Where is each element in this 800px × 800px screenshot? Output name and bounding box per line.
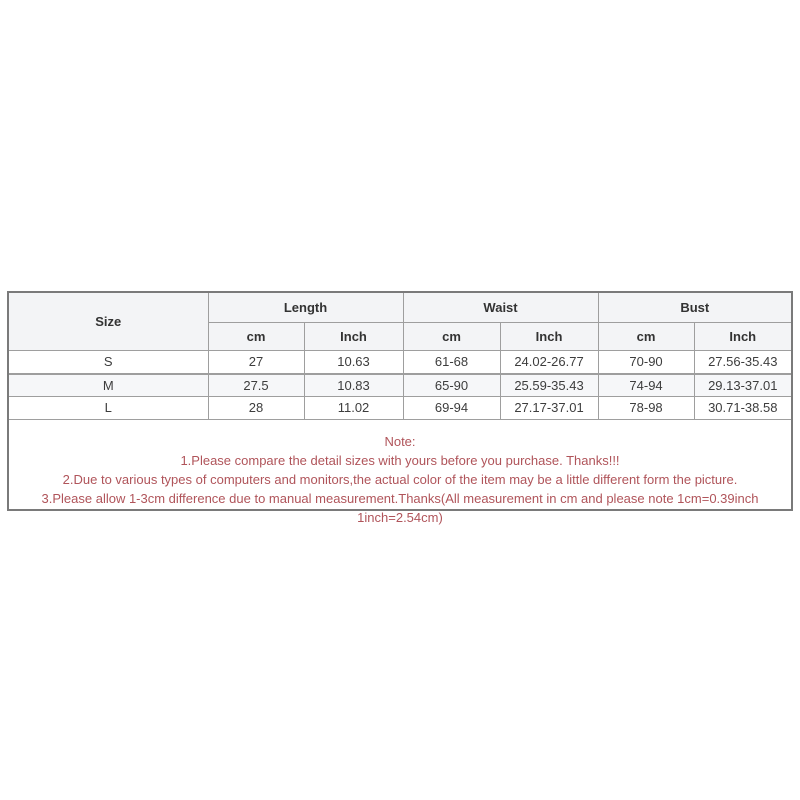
waist-inch-value: 27.17-37.01 <box>500 396 598 419</box>
waist-cm-value: 69-94 <box>403 396 500 419</box>
header-bust: Bust <box>598 293 791 322</box>
bust-inch-value: 29.13-37.01 <box>694 374 791 396</box>
note-line-3: 3.Please allow 1-3cm difference due to manual measurement.Thanks(All measurement in cm and please note 1cm=0.39inch 1inch=2.54cm) <box>41 490 759 525</box>
waist-inch-value: 24.02-26.77 <box>500 350 598 374</box>
size-label: L <box>9 396 208 419</box>
waist-cm-value: 65-90 <box>403 374 500 396</box>
length-cm-value: 28 <box>208 396 304 419</box>
table-row-l <box>9 396 791 419</box>
header-bust-cm: cm <box>598 322 694 350</box>
header-bust-inch: Inch <box>694 322 791 350</box>
size-label: M <box>9 374 208 396</box>
size-chart-sheet <box>7 291 793 525</box>
table-row-m <box>9 374 791 396</box>
note-section <box>9 420 791 525</box>
bust-inch-value: 27.56-35.43 <box>694 350 791 374</box>
size-table <box>9 293 791 420</box>
bust-cm-value: 70-90 <box>598 350 694 374</box>
note-line-1: 1.Please compare the detail sizes with yours before you purchase. Thanks!!! <box>180 452 620 468</box>
waist-cm-value: 61-68 <box>403 350 500 374</box>
header-waist-inch: Inch <box>500 322 598 350</box>
note-title: Note: <box>384 433 416 449</box>
size-label: S <box>9 350 208 374</box>
header-waist-cm: cm <box>403 322 500 350</box>
bust-inch-value: 30.71-38.58 <box>694 396 791 419</box>
length-inch-value: 11.02 <box>304 396 403 419</box>
header-size: Size <box>9 293 208 350</box>
table-row-s <box>9 350 791 374</box>
length-cm-value: 27 <box>208 350 304 374</box>
header-length-cm: cm <box>208 322 304 350</box>
group-header-row <box>9 293 791 322</box>
waist-inch-value: 25.59-35.43 <box>500 374 598 396</box>
length-inch-value: 10.63 <box>304 350 403 374</box>
note-line-2: 2.Due to various types of computers and monitors,the actual color of the item may be a little different form the picture. <box>62 471 738 487</box>
length-cm-value: 27.5 <box>208 374 304 396</box>
header-length-inch: Inch <box>304 322 403 350</box>
header-length: Length <box>208 293 403 322</box>
header-waist: Waist <box>403 293 598 322</box>
bust-cm-value: 78-98 <box>598 396 694 419</box>
bust-cm-value: 74-94 <box>598 374 694 396</box>
length-inch-value: 10.83 <box>304 374 403 396</box>
